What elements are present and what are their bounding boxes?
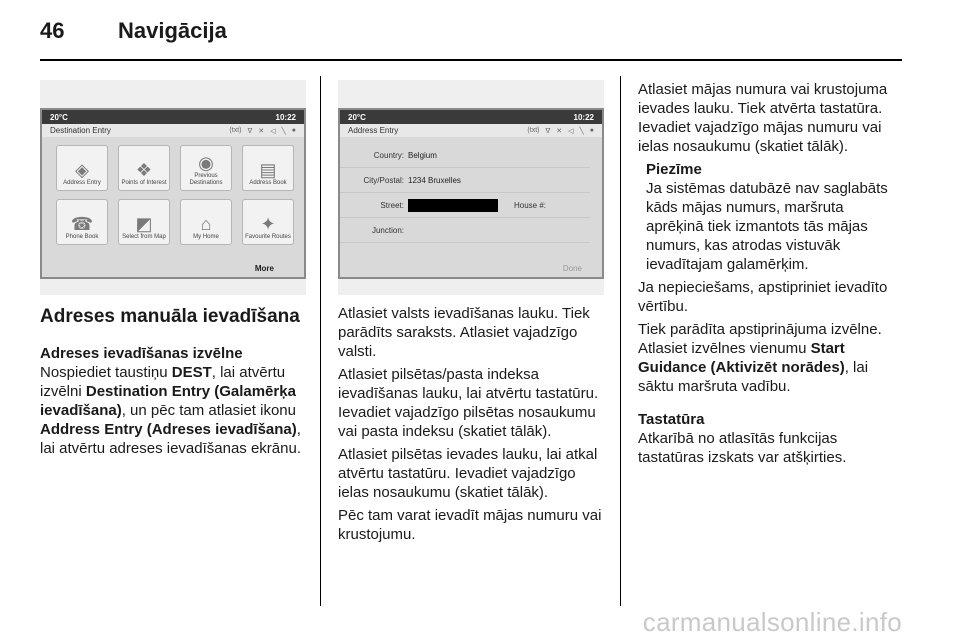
tile-label: My Home xyxy=(193,234,219,240)
status-icon: ╲ xyxy=(281,127,286,135)
address-form xyxy=(340,137,602,243)
house-number-label[interactable]: House #: xyxy=(514,200,547,210)
column-divider-2 xyxy=(620,76,621,606)
subheading: Adreses ievadīšanas izvēlne xyxy=(40,345,243,362)
display-screen xyxy=(40,108,306,279)
destination-tile[interactable] xyxy=(180,145,232,191)
country-value: Belgium xyxy=(408,150,437,160)
note-title: Piezīme xyxy=(646,161,702,178)
column-3-text xyxy=(638,80,902,471)
paragraph xyxy=(40,344,308,458)
text: , lai atvērtu adreses ievadīšanas ekrānu. xyxy=(40,421,301,457)
street-value-redacted xyxy=(408,199,498,212)
city-value: 1234 Bruxelles xyxy=(408,175,461,185)
paragraph: Pēc tam varat ievadīt mājas numuru vai krustojumu. xyxy=(338,507,602,543)
text: , un pēc tam atlasiet ikonu xyxy=(121,402,296,419)
page-number: 46 xyxy=(40,18,65,43)
screen-header xyxy=(42,124,304,137)
status-icon: ● xyxy=(589,126,594,134)
destination-tile[interactable] xyxy=(118,199,170,245)
destination-entry-screenshot xyxy=(40,80,306,295)
paragraph: Ja nepieciešams, apstipriniet ievadīto vērtību. xyxy=(638,279,888,315)
country-label: Country: xyxy=(373,150,404,160)
junction-label: Junction: xyxy=(371,225,404,235)
poi-icon: ❖ xyxy=(135,160,153,180)
destination-tile[interactable] xyxy=(118,145,170,191)
history-icon: ◉ xyxy=(198,153,214,173)
tile-label: Address Entry xyxy=(63,180,101,186)
icon-name: Address Entry (Adreses ievadīšana) xyxy=(40,421,297,438)
destination-tile[interactable] xyxy=(56,145,108,191)
screen-title: Destination Entry xyxy=(50,126,111,135)
column-2-text xyxy=(338,304,604,548)
text: Atkarībā no atlasītās funkcijas tastatūras izskats var atšķirties. xyxy=(638,430,847,466)
text: , lai sāktu maršruta vadību. xyxy=(638,359,869,395)
city-label: City/Postal: xyxy=(363,175,404,185)
tile-label: Points of Interest xyxy=(121,180,167,186)
text: , lai atvērtu izvēlni xyxy=(40,364,286,400)
display-screen xyxy=(338,108,604,279)
phonebook-icon: ☎ xyxy=(70,214,94,234)
tile-label: Favourite Routes xyxy=(245,234,291,240)
street-label: Street: xyxy=(380,200,404,210)
note-text: Ja sistēmas datubāzē nav saglabāts kāds mājas numurs, maršruta aprēķinā tiek izmantots tās mājas numurs, kas atrodas vistuvāk ievadītajam galamērķim. xyxy=(646,180,888,273)
street-field[interactable] xyxy=(340,193,590,218)
destination-tile[interactable] xyxy=(180,199,232,245)
menu-name: Destination Entry (Galamērķa ievadīšana) xyxy=(40,383,296,419)
map-pin-icon: ◈ xyxy=(75,160,89,180)
book-icon: ▤ xyxy=(259,160,277,180)
city-field[interactable] xyxy=(340,168,590,193)
note-block xyxy=(638,160,902,274)
text: Nospiediet taustiņu xyxy=(40,364,172,381)
clock: 10:22 xyxy=(573,112,594,122)
text: Tiek parādīta apstiprinājuma izvēlne. Atlasiet izvēlnes vienumu xyxy=(638,321,882,357)
destination-tile[interactable] xyxy=(242,199,294,245)
status-bar xyxy=(42,110,304,124)
country-field[interactable] xyxy=(340,143,590,168)
paragraph: Atlasiet pilsētas/pasta indeksa ievadīšanas lauku, lai atvērtu tastatūru. Ievadiet vajadzīgo pilsētas nosaukumu vai pasta indeksu (skatiet tālāk). xyxy=(338,366,599,440)
paragraph: Atlasiet valsts ievadīšanas lauku. Tiek parādīts saraksts. Atlasiet vajadzīgo valsti. xyxy=(338,305,590,360)
address-entry-screenshot xyxy=(338,80,604,295)
section-title: Adreses manuāla ievadīšana xyxy=(40,306,300,327)
status-icon: ᐁ xyxy=(545,127,551,135)
status-icon: (txt) xyxy=(527,126,540,134)
status-icon: ◁ xyxy=(270,127,276,135)
tile-label: Phone Book xyxy=(65,234,99,240)
status-icon: ◁ xyxy=(568,127,574,135)
column-divider-1 xyxy=(320,76,321,606)
clock: 10:22 xyxy=(275,112,296,122)
dest-key: DEST xyxy=(171,364,212,381)
header-rule xyxy=(40,59,902,61)
destination-tile[interactable] xyxy=(242,145,294,191)
temperature: 20°C xyxy=(348,112,366,122)
destination-tile[interactable] xyxy=(56,199,108,245)
status-icon: ✕ xyxy=(258,127,265,135)
tile-label: Previous Destinations xyxy=(189,173,223,186)
menu-item-name: Start Guidance (Aktivizēt norādes) xyxy=(638,340,845,376)
temperature: 20°C xyxy=(50,112,68,122)
status-icon: (txt) xyxy=(229,126,242,134)
status-icon: ╲ xyxy=(579,127,584,135)
tile-label: Address Book xyxy=(249,180,287,186)
status-icons xyxy=(527,127,594,135)
paragraph xyxy=(638,410,902,467)
status-icons xyxy=(229,127,296,135)
paragraph: Atlasiet mājas numura vai krustojuma ievades lauku. Tiek atvērta tastatūra. Ievadiet vajadzīgo mājas numuru vai ielas nosaukumu (skatiet tālāk). xyxy=(638,81,888,155)
home-icon: ⌂ xyxy=(200,214,212,234)
subheading: Tastatūra xyxy=(638,411,705,428)
status-icon: ✕ xyxy=(556,127,563,135)
route-icon: ✦ xyxy=(260,214,276,234)
status-icon: ● xyxy=(291,126,296,134)
junction-field[interactable] xyxy=(340,218,590,243)
tile-label: Select from Map xyxy=(122,234,166,240)
paragraph xyxy=(638,320,902,396)
watermark: carmanualsonline.info xyxy=(642,607,902,637)
paragraph: Atlasiet pilsētas ievades lauku, lai atkal atvērtu tastatūru. Ievadiet vajadzīgo ielas nosaukumu (skatiet tālāk). xyxy=(338,446,598,501)
map-icon: ◩ xyxy=(135,214,153,234)
screen-header xyxy=(340,124,602,137)
page-title: Navigācija xyxy=(118,18,227,43)
status-icon: ᐁ xyxy=(247,127,253,135)
column-1-text xyxy=(40,306,308,462)
more-button[interactable]: More xyxy=(254,264,274,273)
destination-tile-grid xyxy=(42,137,304,253)
screen-title: Address Entry xyxy=(348,126,399,135)
status-bar xyxy=(340,110,602,124)
done-button[interactable]: Done xyxy=(562,264,582,273)
